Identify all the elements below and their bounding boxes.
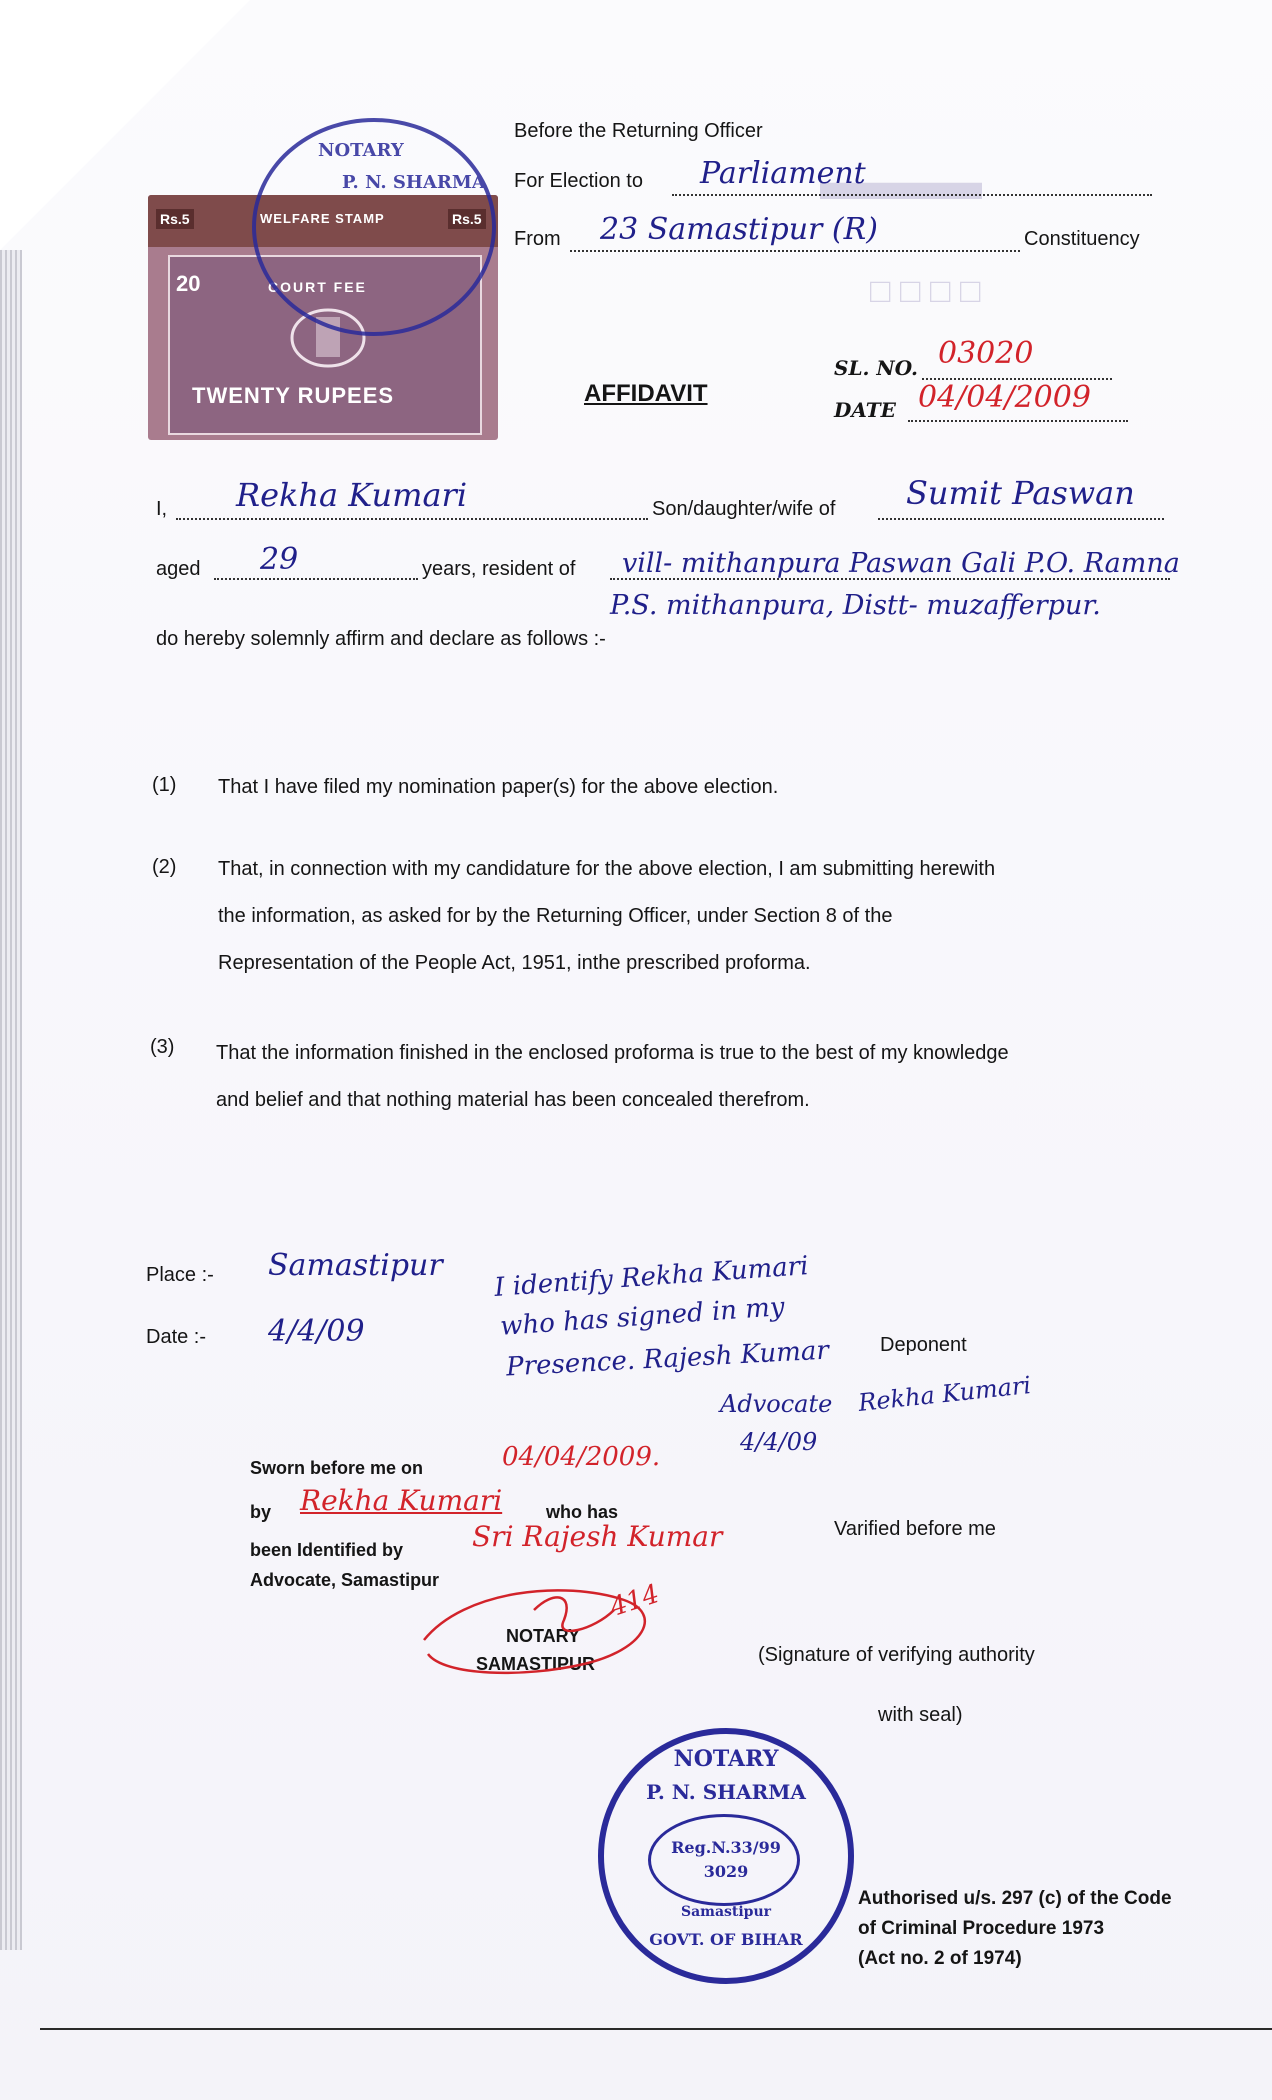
clause-2-line: That, in connection with my candidature for the above election, I am submitting herewith — [218, 858, 996, 880]
sl-no-label: SL. NO. — [834, 356, 918, 380]
stamp-court-fee: COURT FEE — [268, 279, 367, 295]
identify-line2: who has signed in my — [499, 1292, 786, 1342]
from-value: 23 Samastipur (R) — [600, 212, 878, 247]
constituency-label: Constituency — [1024, 228, 1140, 250]
relation-label: Son/daughter/wife of — [652, 498, 836, 520]
deponent-label: Deponent — [880, 1334, 967, 1356]
name-dotted-line — [176, 518, 648, 520]
signature-authority-label: (Signature of verifying authority — [758, 1644, 1035, 1666]
clause-1-line: That I have filed my nomination paper(s) for the above election. — [218, 776, 779, 798]
i-label: I, — [156, 498, 168, 520]
deponent-signature: Rekha Kumari — [857, 1371, 1033, 1417]
age-dotted-line — [214, 578, 418, 580]
declarant-name: Rekha Kumari — [236, 476, 468, 514]
stamp-rs-left: Rs.5 — [156, 209, 194, 229]
seal-place-text: Samastipur — [680, 1904, 772, 1920]
identify-line3: Presence. Rajesh Kumar — [505, 1335, 830, 1383]
election-value: Parliament — [700, 156, 866, 191]
page-edge — [0, 250, 22, 1950]
with-seal-label: with seal) — [878, 1704, 963, 1726]
affidavit-title: AFFIDAVIT — [584, 380, 708, 407]
sworn-notary: NOTARY — [506, 1626, 580, 1646]
place-label: Place :- — [146, 1264, 214, 1286]
identify-line5: 4/4/09 — [740, 1428, 818, 1456]
stamp-welfare-text: WELFARE STAMP — [260, 211, 385, 226]
authorised-line2: of Criminal Procedure 1973 — [858, 1918, 1105, 1939]
sworn-who-has: who has — [546, 1502, 619, 1522]
relation-dotted-line — [878, 518, 1164, 520]
clause-3-text — [216, 1030, 1009, 1124]
aged-label: aged — [156, 558, 201, 580]
clause-1-text — [218, 764, 778, 811]
clause-2-text — [218, 846, 995, 987]
clause-2-line: the information, as asked for by the Returning Officer, under Section 8 of the — [218, 905, 893, 927]
sworn-date: 04/04/2009. — [502, 1442, 661, 1472]
from-label: From — [514, 228, 561, 250]
age-value: 29 — [260, 542, 299, 577]
clause-3-line: That the information finished in the enclosed proforma is true to the best of my knowledge — [216, 1042, 1009, 1064]
address-line1: vill- mithanpura Paswan Gali P.O. Ramna — [622, 548, 1180, 579]
sworn-identified-label: been Identified by — [250, 1540, 404, 1560]
date-line-value: 4/4/09 — [268, 1314, 365, 1349]
bleed-through-mark: □ □ □ □ — [870, 272, 981, 310]
sworn-advocate: Advocate, Samastipur — [250, 1570, 440, 1590]
clause-2-number: (2) — [152, 856, 177, 878]
stamp-amount: 20 — [176, 271, 201, 296]
election-dotted-line — [672, 194, 1152, 196]
bottom-rule — [40, 2028, 1272, 2030]
stamp-rs-right: Rs.5 — [448, 209, 486, 229]
identify-line1: I identify Rekha Kumari — [493, 1251, 810, 1303]
clause-3-line: and belief and that nothing material has been concealed therefrom. — [216, 1089, 810, 1111]
seal-name-text: P. N. SHARMA — [646, 1780, 806, 1804]
bleed-through-mark: ▬▬▬ — [820, 151, 982, 211]
sworn-identified-by: Sri Rajesh Kumar — [472, 1520, 723, 1553]
relation-value: Sumit Paswan — [906, 474, 1135, 512]
notary-stamp-top-name: P. N. SHARMA — [342, 172, 486, 193]
sworn-annotation: 414 — [606, 1579, 664, 1623]
resident-label: years, resident of — [422, 558, 576, 580]
seal-reg-text: Reg.N.33/99 — [671, 1838, 781, 1857]
notary-stamp-top-text: NOTARY — [318, 140, 404, 161]
identify-line4: Advocate — [720, 1390, 833, 1418]
sworn-name: Rekha Kumari — [300, 1484, 503, 1517]
clause-2-line: Representation of the People Act, 1951, inthe prescribed proforma. — [218, 952, 811, 974]
sworn-by-prefix: by — [250, 1502, 272, 1522]
clause-3-number: (3) — [150, 1036, 175, 1058]
notary-seal — [598, 1728, 854, 1984]
clause-1-number: (1) — [152, 774, 177, 796]
verified-label: Varified before me — [834, 1518, 996, 1540]
notary-stamp-top — [252, 118, 496, 336]
sworn-line1-label: Sworn before me on — [250, 1458, 424, 1478]
election-label: For Election to — [514, 170, 643, 192]
stamp-twenty-rupees: TWENTY RUPEES — [192, 383, 395, 408]
authorised-line1: Authorised u/s. 297 (c) of the Code — [858, 1888, 1172, 1909]
seal-num-text: 3029 — [703, 1862, 749, 1881]
date-line-label: Date :- — [146, 1326, 207, 1348]
sl-no-value: 03020 — [938, 336, 1034, 371]
place-value: Samastipur — [268, 1248, 443, 1283]
authorised-line3: (Act no. 2 of 1974) — [858, 1948, 1022, 1969]
header-before: Before the Returning Officer — [514, 120, 763, 142]
sworn-samastipur: SAMASTIPUR — [476, 1654, 596, 1674]
address-line2: P.S. mithanpura, Distt- muzafferpur. — [610, 590, 1101, 621]
date-label: DATE — [834, 398, 896, 422]
seal-govt-text: GOVT. OF BIHAR — [649, 1930, 803, 1949]
red-signature-scribble — [404, 1580, 704, 1690]
seal-notary-text: NOTARY — [673, 1746, 779, 1772]
from-dotted-line — [570, 250, 1020, 252]
serial-date-value: 04/04/2009 — [918, 380, 1091, 415]
date-dotted-line — [908, 420, 1128, 422]
declare-text: do hereby solemnly affirm and declare as follows :- — [156, 628, 606, 650]
